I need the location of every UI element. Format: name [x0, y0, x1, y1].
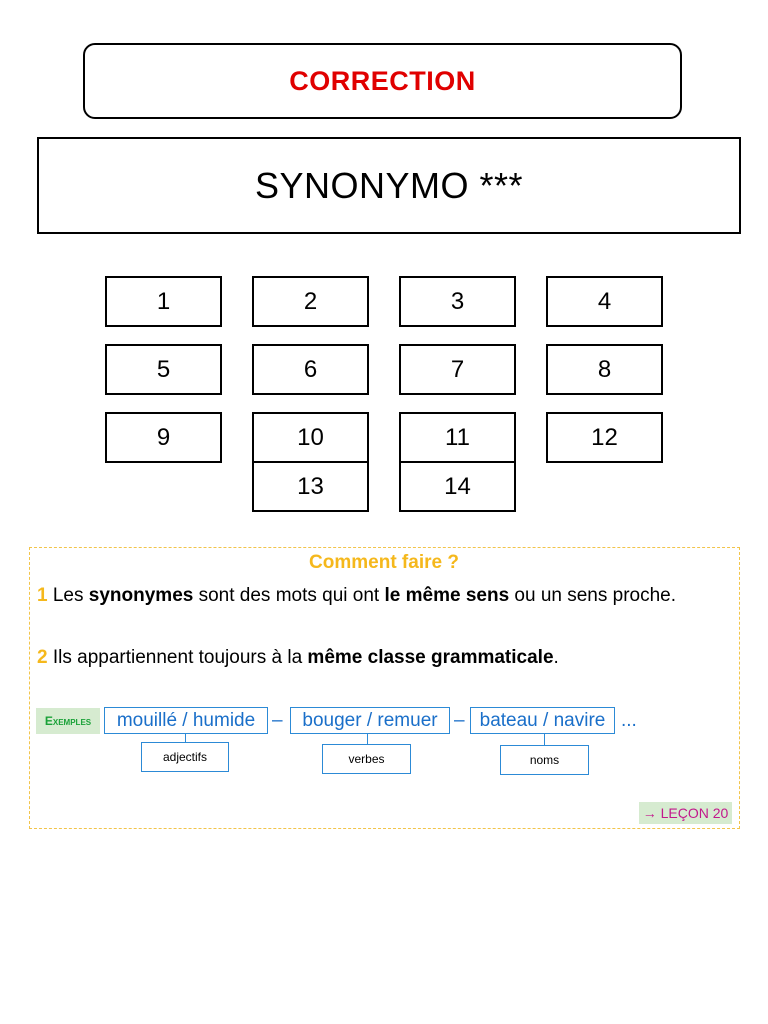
rule-2-bold-a: même classe grammaticale [307, 647, 554, 668]
correction-label: CORRECTION [289, 65, 476, 96]
rule-1-bold-b: le même sens [384, 585, 510, 606]
rule-2 [37, 647, 559, 669]
grid-cell-4[interactable]: 4 [546, 276, 663, 327]
grid-cell-11[interactable]: 11 [399, 412, 516, 463]
rule-1-bold-a: synonymes [88, 585, 194, 606]
rule-1-text-b: sont des mots qui ont [193, 585, 385, 606]
grid-cell-5[interactable]: 5 [105, 344, 222, 395]
grid-cell-7[interactable]: 7 [399, 344, 516, 395]
connector-line [185, 734, 186, 742]
example-pair-nouns: bateau / navire [470, 707, 615, 734]
example-separator-1: – [272, 709, 283, 731]
rule-1 [37, 585, 676, 607]
grid-cell-2[interactable]: 2 [252, 276, 369, 327]
grid-cell-12[interactable]: 12 [546, 412, 663, 463]
rule-1-text-a: Les [52, 585, 89, 606]
lesson-link[interactable]: → LEÇON 20 [639, 802, 732, 824]
page-title: SYNONYMO *** [254, 164, 524, 206]
label-adjectifs: adjectifs [141, 742, 229, 772]
example-separator-2: – [454, 709, 465, 731]
grid-cell-9[interactable]: 9 [105, 412, 222, 463]
example-ellipsis: ... [621, 709, 637, 731]
label-noms: noms [500, 745, 589, 775]
grid-cell-13[interactable]: 13 [252, 461, 369, 512]
rule-1-number: 1 [37, 585, 48, 606]
correction-banner [83, 43, 682, 119]
grid-cell-14[interactable]: 14 [399, 461, 516, 512]
grid-cell-3[interactable]: 3 [399, 276, 516, 327]
grid-cell-6[interactable]: 6 [252, 344, 369, 395]
connector-line [544, 734, 545, 745]
rule-2-text-b: . [553, 647, 559, 668]
example-pair-verbs: bouger / remuer [290, 707, 450, 734]
label-verbes: verbes [322, 744, 411, 774]
grid-cell-1[interactable]: 1 [105, 276, 222, 327]
examples-tag: Exemples [36, 708, 100, 734]
title-banner [37, 137, 741, 234]
connector-line [367, 734, 368, 744]
rule-1-text-c: ou un sens proche. [509, 585, 677, 606]
rule-2-text-a: Ils appartiennent toujours à la [52, 647, 308, 668]
grid-cell-10[interactable]: 10 [252, 412, 369, 463]
help-title: Comment faire ? [309, 552, 459, 573]
rule-2-number: 2 [37, 647, 48, 668]
grid-cell-8[interactable]: 8 [546, 344, 663, 395]
example-pair-adjectives: mouillé / humide [104, 707, 268, 734]
